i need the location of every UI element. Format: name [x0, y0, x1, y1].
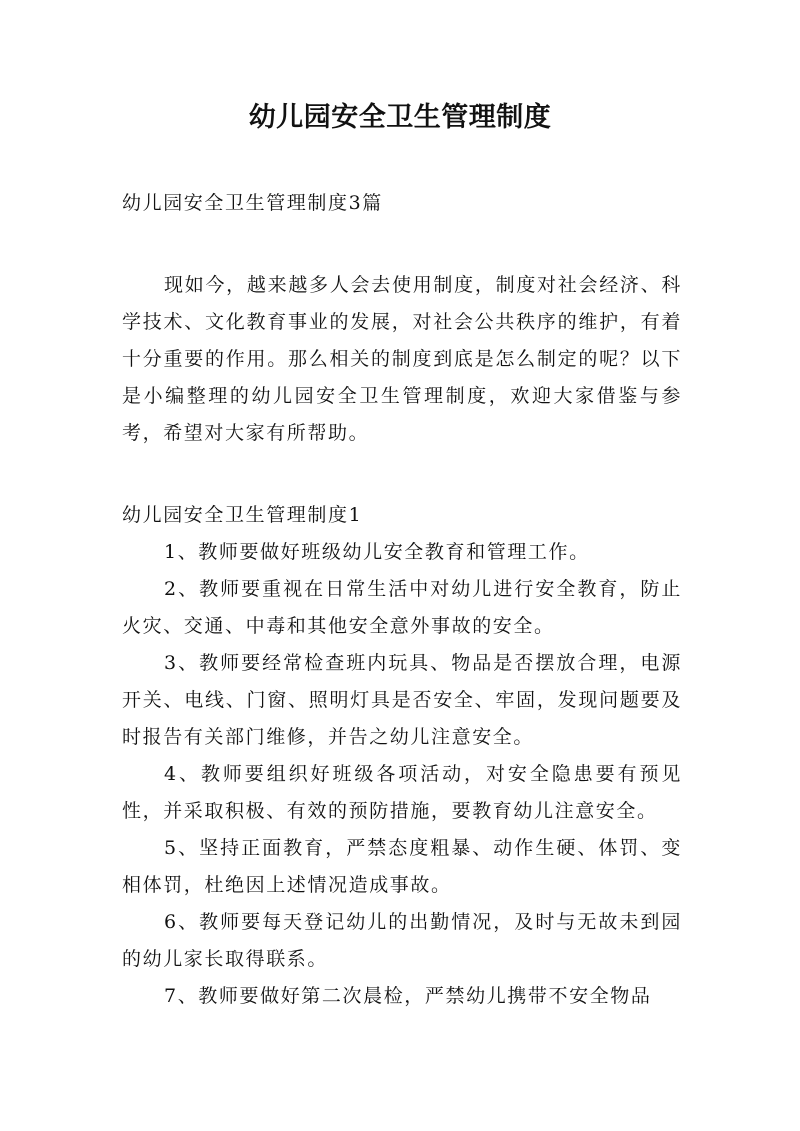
rule-item-2: 2、教师要重视在日常生活中对幼儿进行安全教育，防止火灾、交通、中毒和其他安全意外事故的安全。 — [122, 578, 682, 637]
intro-paragraph: 现如今，越来越多人会去使用制度，制度对社会经济、科学技术、文化教育事业的发展，对社会公共秩序的维护，有着十分重要的作用。那么相关的制度到底是怎么制定的呢？以下是小编整理的幼儿园安全卫生管理制度，欢迎大家借鉴与参考，希望对大家有所帮助。 — [122, 274, 682, 444]
document-body — [122, 185, 682, 1015]
rule-item-4: 4、教师要组织好班级各项活动，对安全隐患要有预见性，并采取积极、有效的预防措施，要教育幼儿注意安全。 — [122, 763, 682, 822]
rule-item-1: 1、教师要做好班级幼儿安全教育和管理工作。 — [164, 541, 590, 563]
rule-item-5: 5、坚持正面教育，严禁态度粗暴、动作生硬、体罚、变相体罚，杜绝因上述情况造成事故。 — [122, 837, 682, 896]
section-heading: 幼儿园安全卫生管理制度1 — [122, 504, 363, 526]
document-subtitle: 幼儿园安全卫生管理制度3篇 — [122, 192, 383, 214]
rule-item-3: 3、教师要经常检查班内玩具、物品是否摆放合理，电源开关、电线、门窗、照明灯具是否安全、牢固，发现问题要及时报告有关部门维修，并告之幼儿注意安全。 — [122, 652, 682, 748]
rule-item-6: 6、教师要每天登记幼儿的出勤情况，及时与无故未到园的幼儿家长取得联系。 — [122, 911, 682, 970]
rule-item-7: 7、教师要做好第二次晨检，严禁幼儿携带不安全物品 — [164, 985, 652, 1007]
page-title: 幼儿园安全卫生管理制度 — [248, 102, 552, 133]
